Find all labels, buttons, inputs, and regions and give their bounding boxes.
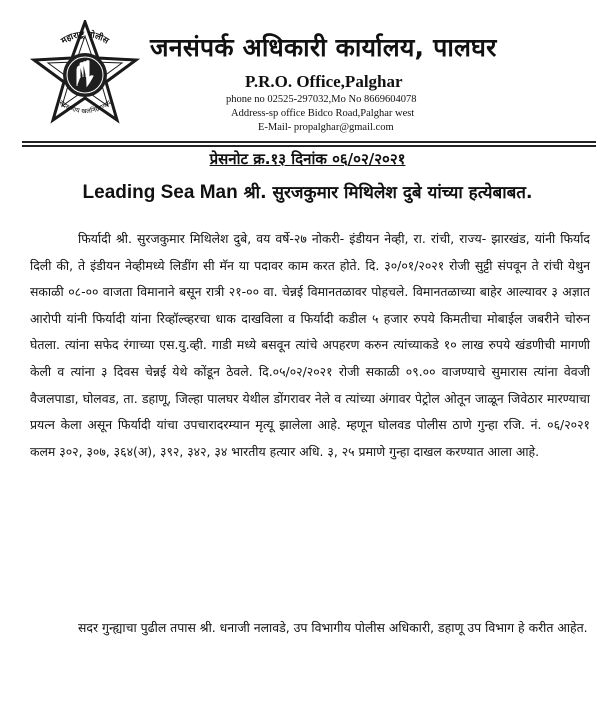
email-line: E-Mail- propalghar@gmail.com bbox=[258, 122, 394, 133]
press-note-number: प्रेसनोट क्र.१३ दिनांक ०६/०२/२०२१ bbox=[209, 150, 406, 168]
body-paragraph-2: सदर गुन्ह्याचा पुढील तपास श्री. धनाजी नलावडे, उप विभागीय पोलीस अधिकारी, डहाणू उप विभाग हे करीत आहेत. bbox=[78, 620, 588, 635]
logo-top-text: महाराष्ट्र पोलीस bbox=[59, 29, 111, 47]
office-name: P.R.O. Office,Palghar bbox=[245, 72, 403, 91]
header-divider-bottom bbox=[22, 145, 596, 147]
office-title: जनसंपर्क अधिकारी कार्यालय, पालघर bbox=[150, 33, 497, 62]
body-paragraph-1: फिर्यादी श्री. सुरजकुमार मिथिलेश दुबे, वय वर्षे-२७ नोकरी- इंडीयन नेव्ही, रा. रांची, राज्य- झारखंड, यांनी फिर्याद दिली की, ते इंडीयन नेव्हीमध्ये लिडींग सी मॅन या पदावर काम करत होते. दि. ३०/०१/२०२१ रोजी सुट्टी संपवून ते रांची येथुन सकाळी ०८-०० वाजता विमानाने बसून रात्री २१-०० वा. चेन्नई विमानतळावर पोहचले. विमानतळाच्या बाहेर आल्यावर ३ अज्ञात आरोपी यांनी फिर्यादी यांना रिव्हॉल्व्हरचा धाक दाखविला व फिर्यादी कडील ५ हजार रुपये किमतीचा मोबाईल जबरीने चोरुन घेतला. त्यांना सफेद रंगाच्या एस.यु.व्ही. गाडी मध्ये बसवून त्यांचे अपहरण करुन त्यांच्याकडे १० लाख रुपये खंडणीची मागणी केली व त्यांना ३ दिवस चेन्नई येथे कोंडून ठेवले. दि.०५/०२/२०२१ रोजी सकाळी ०९.०० वाजण्याचे सुमारास त्यांना वेवजी वैजलपाडा, घोलवड, ता. डहाणू, जिल्हा पालघर येथील डोंगरावर नेले व त्यांच्या अंगावर पेट्रोल ओतून जाळून जिवेठार मारण्याचा प्रयत्न केला असून फिर्यादी यांचा उपचारादरम्यान मृत्यू झालेला आहे. म्हणून घोलवड पोलीस ठाणे गुन्हा रजि. नं. ०६/२०२१ कलम ३०२, ३०७, ३६४(अ), ३९२, ३४२, ३४ भारतीय हत्यार अधि. ३, २५ प्रमाणे गुन्हा दाखल करण्यात आला आहे. bbox=[30, 231, 590, 459]
police-star-emblem-icon bbox=[30, 20, 140, 125]
phone-line: phone no 02525-297032,Mo No 8669604078 bbox=[226, 94, 417, 105]
headline-english: Leading Sea Man bbox=[82, 182, 238, 203]
headline bbox=[0, 180, 615, 204]
logo-bottom-text: सद्रक्षणाय खलनिग्रहणाय bbox=[57, 98, 113, 116]
address-line: Address-sp office Bidco Road,Palghar west bbox=[231, 108, 415, 119]
headline-marathi: श्री. सुरजकुमार मिथिलेश दुबे यांच्या हत्येबाबत. bbox=[237, 183, 533, 203]
police-logo bbox=[30, 20, 140, 125]
header-divider-top bbox=[22, 141, 596, 143]
